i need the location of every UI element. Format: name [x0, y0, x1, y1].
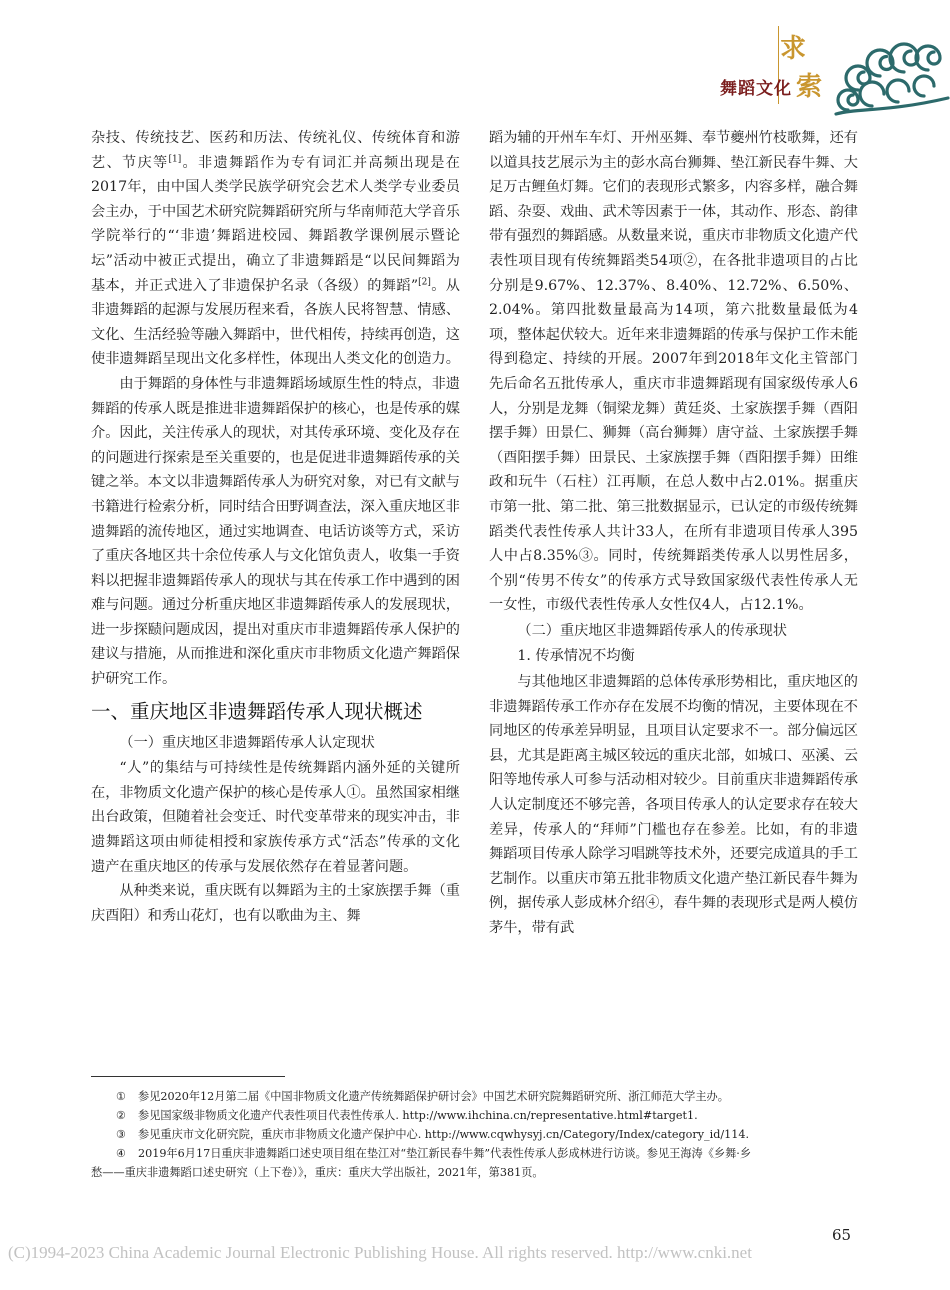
- section-label: 舞蹈文化: [720, 79, 792, 99]
- footnote: ④ 2019年6月17日重庆非遗舞蹈口述史项目组在垫江对“垫江新民春牛舞”代表性传承人彭成林进行访谈。参见王海涛《乡舞·乡: [116, 1147, 752, 1160]
- citation-ref: [2]: [418, 276, 431, 287]
- right-column: [489, 126, 858, 941]
- paragraph: 蹈为辅的开州车车灯、开州巫舞、奉节夔州竹枝歌舞，还有以道具技艺展示为主的彭水高台狮舞、垫江新民春牛舞、大足万古鲤鱼灯舞。它们的表现形式繁多，内容多样，融合舞蹈、杂耍、戏曲、武术等因素于一体，其动作、形态、韵律带有强烈的舞蹈感。从数量来说，重庆市非物质文化遗产代表性项目现有传统舞蹈类54项②，在各批非遗项目的占比分别是9.67%、12.37%、8.40%、12.72%、6.50%、2.04%。第四批数量最高为14项，第六批数量最低为4项，整体起伏较大。近年来非遗舞蹈的传承与保护工作未能得到稳定、持续的开展。2007年到2018年文化主管部门先后命名五批传承人，重庆市非遗舞蹈现有国家级传承人6人，分别是龙舞（铜梁龙舞）黄廷炎、土家族摆手舞（酉阳摆手舞）田景仁、狮舞（高台狮舞）唐守益、土家族摆手舞（酉阳摆手舞）田景民、土家族摆手舞（酉阳摆手舞）田维政和玩牛（石柱）江再顺，在总人数中占2.01%。据重庆市第一批、第二批、第三批数据显示，已认定的市级传统舞蹈类代表性传承人共计33人，在所有非遗项目传承人395人中占8.35%③。同时，传统舞蹈类传承人以男性居多，个别“传男不传女”的传承方式导致国家级代表性传承人无一女性，市级代表性传承人女性仅4人，占12.1%。: [489, 130, 858, 614]
- footnote-continuation: 愁——重庆非遗舞蹈口述史研究（上下卷）》，重庆：重庆大学出版社，2021年，第381页。: [91, 1166, 544, 1179]
- left-column: [91, 126, 460, 928]
- subsection-heading: （一）重庆地区非遗舞蹈传承人认定现状: [119, 734, 375, 751]
- footnote: ① 参见2020年12月第二届《中国非物质文化遗产传统舞蹈保护研讨会》中国艺术研究院舞蹈研究所、浙江师范大学主办。: [116, 1090, 729, 1103]
- paragraph: “人”的集结与可持续性是传统舞蹈内涵外延的关键所在，非物质文化遗产保护的核心是传承人①。虽然国家相继出台政策，但随着社会变迁、时代变革带来的现实冲击，非遗舞蹈这项由师徒相授和家族传承方式“活态”传承的文化遗产在重庆地区的传承与发展依然存在着显著问题。: [91, 760, 460, 875]
- section-heading: 一、重庆地区非遗舞蹈传承人现状概述: [91, 699, 423, 723]
- subsection-heading: （二）重庆地区非遗舞蹈传承人的传承现状: [517, 622, 787, 639]
- footnotes: [91, 1087, 859, 1182]
- copyright-watermark: (C)1994-2023 China Academic Journal Electronic Publishing House. All rights reserved. http://www.cnki.net: [8, 1243, 752, 1262]
- masthead: [710, 22, 950, 142]
- paragraph: 与其他地区非遗舞蹈的总体传承形势相比，重庆地区的非遗舞蹈传承工作亦存在发展不均衡的情况，主要体现在不同地区的传承差异明显，且项目认定要求不一。部分偏远区县，尤其是距离主城区较远的重庆北部，如城口、巫溪、云阳等地传承人可参与活动相对较少。目前重庆非遗舞蹈传承人认定制度还不够完善，各项目传承人的认定要求存在较大差异，传承人的“拜师”门槛也存在参差。比如，有的非遗舞蹈项目传承人除学习唱跳等技术外，还要完成道具的手工艺制作。以重庆市第五批非物质文化遗产垫江新民春牛舞为例，据传承人彭成林介绍④，春牛舞的表现形式是两人模仿茅牛，带有武: [489, 674, 858, 936]
- masthead-char-bottom: 索: [796, 72, 823, 102]
- page-number: 65: [832, 1226, 852, 1244]
- paragraph: 杂技、传统技艺、医药和历法、传统礼仪、传统体育和游艺、节庆等[1]。非遗舞蹈作为专有词汇并高频出现是在2017年，由中国人类学民族学研究会艺术人类学专业委员会主办，于中国艺术研究院舞蹈研究所与华南师范大学音乐学院举行的“‘非遗’舞蹈进校园、舞蹈教学课例展示暨论坛”活动中被正式提出，确立了非遗舞蹈是“以民间舞蹈为基本，并正式进入了非遗保护名录（各级）的舞蹈”[2]。从非遗舞蹈的起源与发展历程来看，各族人民将智慧、情感、文化、生活经验等融入舞蹈中，世代相传，持续再创造，这使非遗舞蹈呈现出文化多样性，体现出人类文化的创造力。: [91, 130, 460, 368]
- footnote: ② 参见国家级非物质文化遗产代表性项目代表性传承人. http://www.ihchina.cn/representative.html#target1.: [116, 1109, 698, 1122]
- subsubsection-heading: 1. 传承情况不均衡: [517, 648, 635, 665]
- cloud-ornament-icon: [828, 32, 950, 122]
- citation-ref: [1]: [168, 153, 182, 164]
- paragraph: 从种类来说，重庆既有以舞蹈为主的土家族摆手舞（重庆酉阳）和秀山花灯，也有以歌曲为主、舞: [91, 883, 460, 924]
- masthead-char-top: 求: [780, 34, 809, 64]
- footnote: ③ 参见重庆市文化研究院，重庆市非物质文化遗产保护中心. http://www.cqwhysyj.cn/Category/Index/category_id/114.: [116, 1128, 750, 1141]
- footnote-rule: [91, 1076, 285, 1077]
- paragraph: 由于舞蹈的身体性与非遗舞蹈场域原生性的特点，非遗舞蹈的传承人既是推进非遗舞蹈保护的核心，也是传承的媒介。因此，关注传承人的现状，对其传承环境、变化及存在的问题进行探索是至关重要的，也是促进非遗舞蹈传承的关键之举。本文以非遗舞蹈传承人为研究对象，对已有文献与书籍进行检索分析，同时结合田野调查法，深入重庆地区非遗舞蹈的流传地区，通过实地调查、电话访谈等方式，采访了重庆各地区共十余位传承人与文化馆负责人，收集一手资料以把握非遗舞蹈传承人的现状与其在传承工作中遇到的困难与问题。通过分析重庆地区非遗舞蹈传承人的发展现状，进一步探赜问题成因，提出对重庆市非遗舞蹈传承人保护的建议与措施，从而推进和深化重庆市非物质文化遗产舞蹈保护研究工作。: [91, 375, 460, 688]
